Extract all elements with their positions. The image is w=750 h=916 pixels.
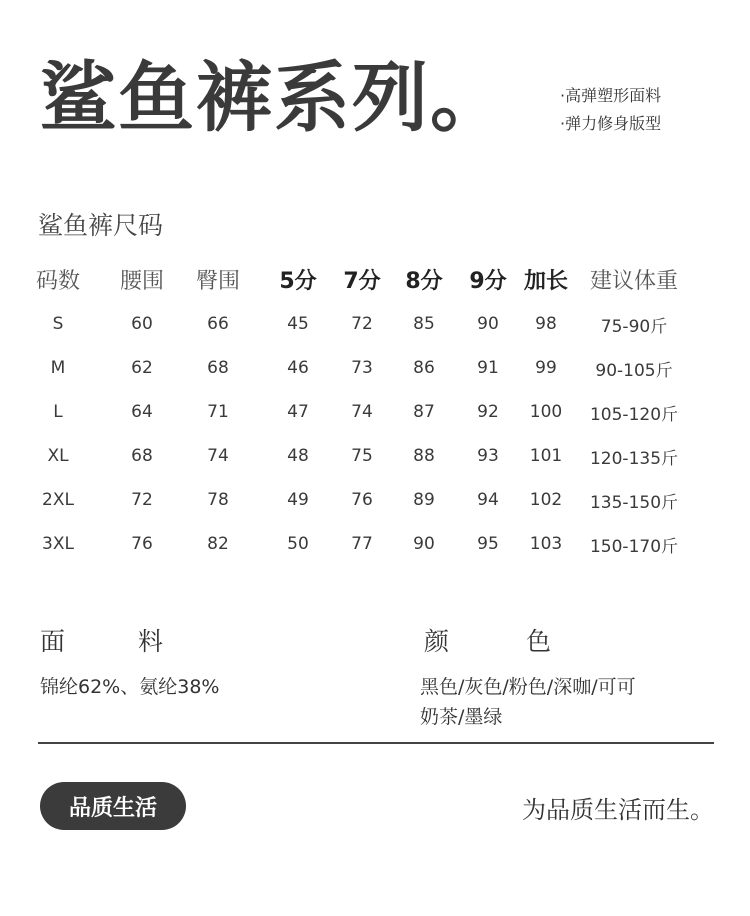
table-row [0, 346, 750, 390]
cell-length-8: 87 [413, 402, 435, 422]
table-row [0, 302, 750, 346]
cell-hip: 66 [207, 314, 229, 334]
cell-length-8: 90 [413, 534, 435, 554]
cell-length-9: 95 [477, 534, 499, 554]
cell-length-8: 85 [413, 314, 435, 334]
cell-waist: 76 [131, 534, 153, 554]
fabric-label-1: 面 [40, 627, 66, 656]
cell-length-9: 90 [477, 314, 499, 334]
cell-weight: 120-135斤 [589, 448, 679, 469]
header-length-8: 8分 [405, 268, 443, 294]
cell-length-9: 93 [477, 446, 499, 466]
cell-weight: 150-170斤 [589, 536, 679, 557]
cell-length-7: 77 [351, 534, 373, 554]
cell-hip: 68 [207, 358, 229, 378]
feature-list [560, 82, 661, 138]
cell-waist: 60 [131, 314, 153, 334]
cell-length-8: 88 [413, 446, 435, 466]
cell-hip: 71 [207, 402, 229, 422]
cell-length-5: 46 [287, 358, 309, 378]
cell-length-7: 75 [351, 446, 373, 466]
size-table [0, 256, 750, 566]
cell-size-code: 2XL [42, 490, 74, 510]
cell-length-9: 94 [477, 490, 499, 510]
cell-weight: 105-120斤 [589, 404, 679, 425]
table-row [0, 390, 750, 434]
cell-length-7: 72 [351, 314, 373, 334]
color-label-1: 颜 [424, 627, 450, 656]
cell-length-5: 48 [287, 446, 309, 466]
cell-length-long: 98 [535, 314, 557, 334]
cell-length-5: 47 [287, 402, 309, 422]
cell-length-7: 76 [351, 490, 373, 510]
cell-size-code: XL [47, 446, 69, 466]
cell-length-9: 91 [477, 358, 499, 378]
fabric-label-2: 料 [138, 627, 164, 656]
cell-size-code: 3XL [42, 534, 74, 554]
feature-item: ·高弹塑形面料 [560, 86, 662, 105]
cell-size-code: M [50, 358, 66, 378]
cell-weight: 75-90斤 [600, 316, 668, 337]
cell-size-code: S [52, 314, 64, 334]
cell-length-7: 73 [351, 358, 373, 378]
cell-length-9: 92 [477, 402, 499, 422]
divider [38, 742, 714, 744]
color-options-line-1: 黑色/灰色/粉色/深咖/可可 [420, 676, 636, 698]
cell-waist: 62 [131, 358, 153, 378]
cell-weight: 135-150斤 [589, 492, 679, 513]
header-hip: 臀围 [195, 268, 240, 294]
table-row [0, 522, 750, 566]
cell-length-8: 86 [413, 358, 435, 378]
page-title: 鲨鱼裤系列。 [40, 53, 508, 142]
header-waist: 腰围 [119, 268, 164, 294]
table-row [0, 434, 750, 478]
size-table-title: 鲨鱼裤尺码 [38, 211, 164, 240]
cell-waist: 72 [131, 490, 153, 510]
table-row [0, 478, 750, 522]
fabric-composition: 锦纶62%、氨纶38% [40, 676, 220, 698]
cell-length-5: 50 [287, 534, 309, 554]
cell-waist: 68 [131, 446, 153, 466]
cell-length-long: 101 [529, 446, 563, 466]
table-header-row [0, 256, 750, 302]
cell-hip: 78 [207, 490, 229, 510]
cell-waist: 64 [131, 402, 153, 422]
cell-length-5: 45 [287, 314, 309, 334]
header-length-5: 5分 [279, 268, 317, 294]
cell-hip: 74 [207, 446, 229, 466]
cell-weight: 90-105斤 [595, 360, 673, 381]
cell-length-8: 89 [413, 490, 435, 510]
header-length-7: 7分 [343, 268, 381, 294]
cell-length-long: 103 [529, 534, 563, 554]
header-length-9: 9分 [469, 268, 507, 294]
cell-length-long: 102 [529, 490, 563, 510]
quality-badge: 品质生活 [40, 782, 186, 830]
cell-length-long: 99 [535, 358, 557, 378]
color-options-line-2: 奶茶/墨绿 [420, 706, 503, 728]
cell-hip: 82 [207, 534, 229, 554]
header-weight: 建议体重 [589, 268, 678, 294]
cell-length-5: 49 [287, 490, 309, 510]
header-size-code: 码数 [35, 268, 80, 294]
feature-item: ·弹力修身版型 [560, 114, 662, 133]
cell-length-7: 74 [351, 402, 373, 422]
header-length-long: 加长 [523, 268, 568, 294]
cell-size-code: L [53, 402, 63, 422]
color-label-2: 色 [526, 627, 552, 656]
cell-length-long: 100 [529, 402, 563, 422]
slogan: 为品质生活而生。 [522, 796, 714, 824]
